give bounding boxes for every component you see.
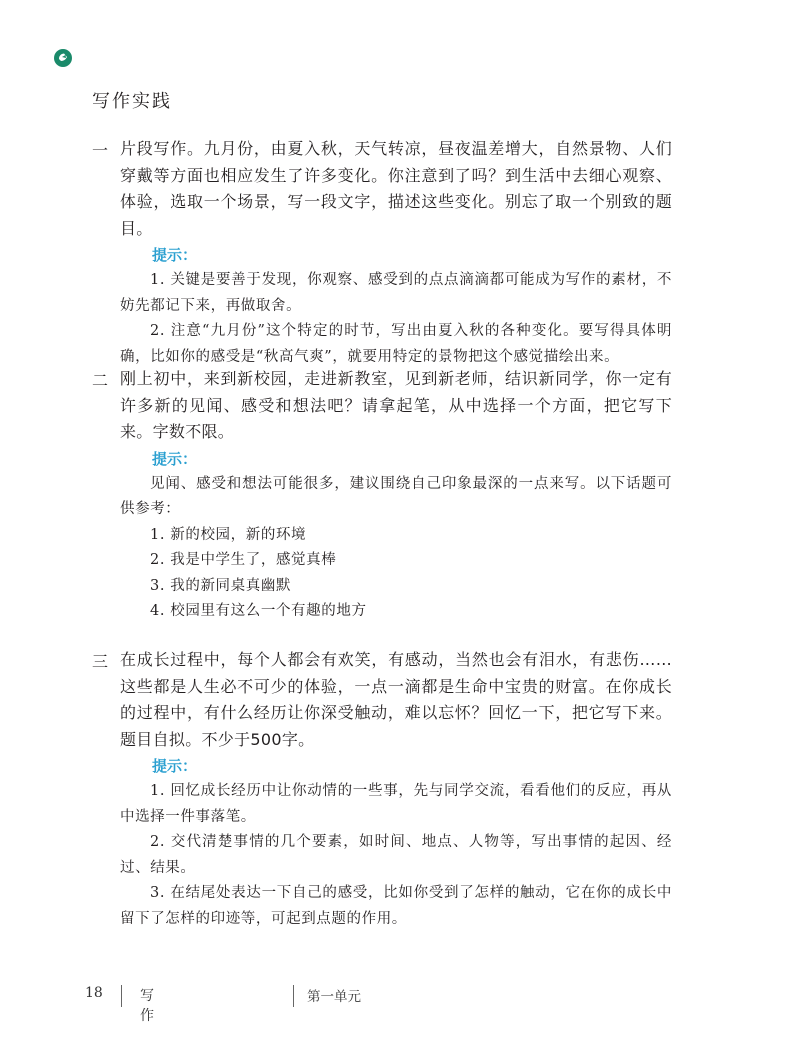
unit-label: 第一单元 bbox=[307, 989, 361, 1005]
exercise-1 bbox=[92, 136, 672, 370]
topic-item: 2. 我是中学生了，感觉真棒 bbox=[150, 552, 337, 568]
hint-paragraph: 2. 交代清楚事情的几个要素，如时间、地点、人物等，写出事情的起因、经过、结果。 bbox=[120, 834, 672, 876]
exercise-3 bbox=[92, 647, 672, 932]
topic-item: 3. 我的新同桌真幽默 bbox=[150, 577, 292, 594]
exercise-prompt: 刚上初中，来到新校园，走进新教室，见到新老师，结识新同学，你一定有许多新的见闻、感受和想法吧？请拿起笔，从中选择一个方面，把它写下来。字数不限。 bbox=[120, 369, 672, 441]
topic-item: 4. 校园里有这么一个有趣的地方 bbox=[150, 603, 367, 619]
footer-divider bbox=[121, 985, 122, 1007]
exercise-prompt: 在成长过程中，每个人都会有欢笑，有感动，当然也会有泪水，有悲伤……这些都是人生必不可少的体验，一点一滴都是生命中宝贵的财富。在你成长的过程中，有什么经历让你深受触动，难以忘怀？回忆一下，把它写下来。题目自拟。不少于500字。 bbox=[120, 650, 672, 749]
hint-paragraph: 1. 关键是要善于发现，你观察、感受到的点点滴滴都可能成为写作的素材，不妨先都记下来，再做取舍。 bbox=[120, 272, 672, 314]
hint-label: 提示： bbox=[152, 449, 198, 468]
publisher-logo-icon bbox=[53, 48, 73, 68]
hint-paragraph: 2. 注意“九月份”这个特定的时节，写出由夏入秋的各种变化。要写得具体明确，比如你的感受是“秋高气爽”，就要用特定的景物把这个感觉描绘出来。 bbox=[120, 323, 672, 365]
hint-paragraph: 见闻、感受和想法可能很多，建议围绕自己印象最深的一点来写。以下话题可供参考： bbox=[120, 475, 672, 517]
exercise-number: 三 bbox=[92, 652, 109, 671]
hint-label: 提示： bbox=[152, 757, 198, 775]
exercise-2 bbox=[92, 366, 672, 625]
page-number: 18 bbox=[85, 985, 103, 1001]
hint-paragraph: 3. 在结尾处表达一下自己的感受，比如你受到了怎样的触动，它在你的成长中留下了怎样的印迹等，可起到点题的作用。 bbox=[120, 885, 672, 927]
hint-paragraph: 1. 回忆成长经历中让你动情的一些事，先与同学交流，看看他们的反应，再从中选择一件事落笔。 bbox=[120, 783, 672, 825]
exercise-prompt: 片段写作。九月份，由夏入秋，天气转凉，昼夜温差增大，自然景物、人们穿戴等方面也相应发生了许多变化。你注意到了吗？到生活中去细心观察、体验，选取一个场景，写一段文字，描述这些变化。别忘了取一个别致的题目。 bbox=[120, 139, 672, 238]
exercise-number: 一 bbox=[92, 141, 109, 160]
exercise-number: 二 bbox=[92, 371, 109, 390]
hint-label: 提示： bbox=[152, 246, 198, 264]
chapter-label: 写作 bbox=[140, 988, 160, 1024]
topic-item: 1. 新的校园，新的环境 bbox=[150, 526, 307, 543]
footer-divider bbox=[293, 985, 294, 1007]
page-title: 写作实践 bbox=[92, 91, 172, 112]
